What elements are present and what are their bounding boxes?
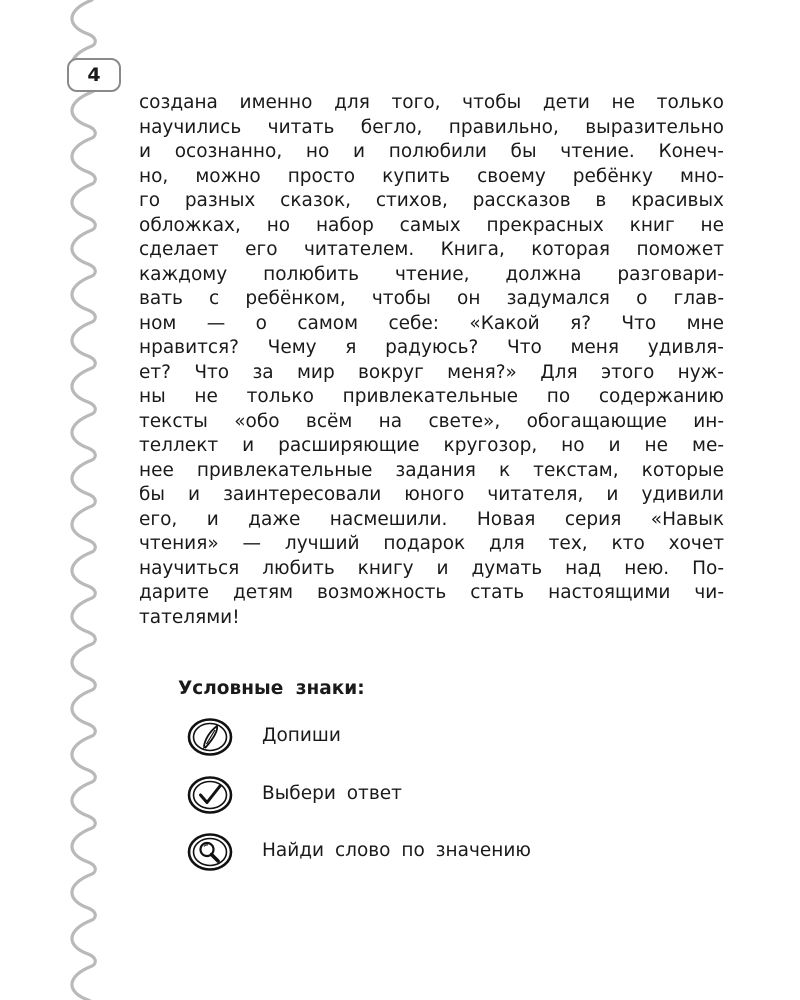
- text-line: и осознанно, но и полюбили бы чтение. Конеч-: [139, 141, 724, 162]
- body-text: [139, 91, 724, 630]
- legend-label: Допиши: [262, 725, 341, 746]
- checkmark-icon: [187, 775, 233, 815]
- text-line: бы и заинтересовали юного читателя, и удивили: [139, 484, 724, 505]
- text-line: научиться любить книгу и думать над нею. По-: [139, 557, 724, 579]
- page-number: 4: [67, 58, 121, 92]
- legend-label: Выбери ответ: [262, 783, 402, 804]
- text-line: дарите детям возможность стать настоящими чи-: [139, 582, 724, 603]
- legend-item-choose: [187, 775, 402, 815]
- text-line: вать с ребёнком, чтобы он задумался о глав-: [139, 288, 724, 309]
- text-line: создана именно для того, чтобы дети не только: [139, 92, 724, 113]
- text-line: чтения» — лучший подарок для тех, кто хочет: [139, 533, 724, 554]
- text-line: его, и даже насмешили. Новая серия «Навык: [139, 508, 724, 530]
- text-line: обложках, но набор самых прекрасных книг не: [139, 214, 724, 236]
- text-line: ет? Что за мир вокруг меня?» Для этого нуж-: [139, 361, 724, 383]
- text-line: научились читать бегло, правильно, выразительно: [139, 116, 724, 138]
- text-line: ны не только привлекательные по содержанию: [139, 386, 724, 407]
- text-line: нравится? Чему я радуюсь? Что меня удивля-: [139, 337, 724, 358]
- text-line: нее привлекательные задания к текстам, которые: [139, 459, 724, 481]
- pen-icon: [187, 717, 233, 757]
- text-line: тексты «обо всём на свете», обогащающие ин-: [139, 410, 724, 432]
- legend-item-find-word: [187, 832, 531, 872]
- legend-title: Условные знаки:: [178, 678, 365, 699]
- wavy-border-decoration: [58, 0, 108, 1000]
- text-line: сделает его читателем. Книга, которая поможет: [139, 239, 724, 260]
- text-line: каждому полюбить чтение, должна разговари-: [139, 263, 724, 285]
- text-line: теллект и расширяющие кругозор, но и не ме-: [139, 435, 724, 456]
- text-line: но, можно просто купить своему ребёнку мно-: [139, 165, 724, 187]
- text-line: го разных сказок, стихов, рассказов в красивых: [139, 190, 724, 211]
- legend-item-write: [187, 717, 341, 757]
- legend-label: Найди слово по значению: [262, 840, 531, 861]
- text-line: тателями!: [139, 606, 240, 628]
- magnifier-icon: [187, 832, 233, 872]
- text-line: ном — о самом себе: «Какой я? Что мне: [139, 312, 724, 334]
